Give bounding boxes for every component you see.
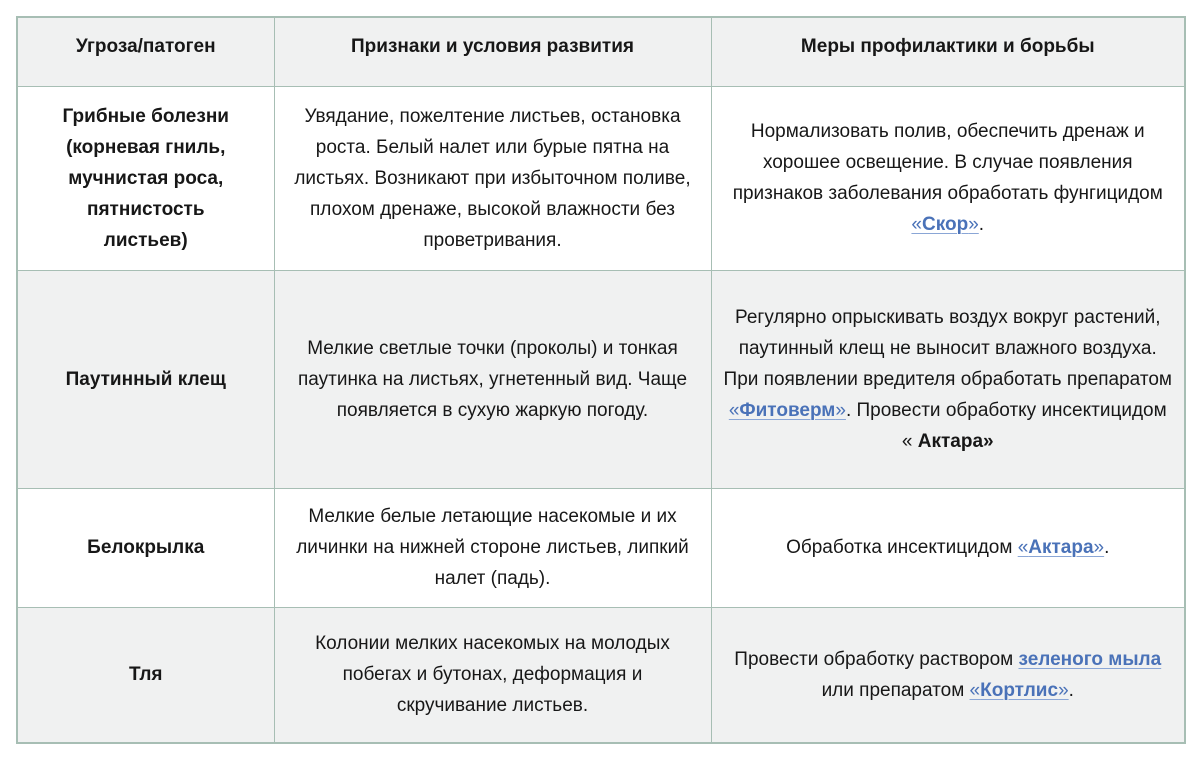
signs-cell	[274, 86, 711, 270]
table-row	[17, 607, 1185, 743]
table-body	[17, 86, 1185, 743]
header-row	[17, 17, 1185, 86]
threat-cell: Паутинный клещ	[17, 270, 274, 488]
signs-cell	[274, 607, 711, 743]
measures-cell	[711, 607, 1185, 743]
signs-cell	[274, 488, 711, 607]
link-text: Актара	[1028, 537, 1094, 558]
text-run: Провести обработку раствором	[734, 648, 1019, 670]
link-text: Фитоверм	[739, 399, 836, 421]
text-run: Регулярно опрыскивать воздух вокруг растений, паутинный клещ не выносит влажного воздуха. При появлении вредителя обработать препаратом	[723, 306, 1172, 390]
table-row	[17, 488, 1185, 607]
measures-cell	[711, 86, 1185, 270]
threat-cell: Белокрылка	[17, 488, 274, 607]
link-skor[interactable]	[911, 214, 978, 235]
link-text: Кортлис	[980, 679, 1059, 701]
text-run: Актара»	[917, 430, 994, 452]
text-run: Нормализовать полив, обеспечить дренаж и хорошее освещение. В случае появления признаков заболевания обработать фунгицидом	[732, 121, 1163, 204]
text-run: . Провести обработку инсектицидом «	[845, 399, 1167, 452]
text-run: или препаратом	[821, 679, 970, 701]
text-run: Обработка инсектицидом	[786, 537, 1018, 558]
table-row	[17, 86, 1185, 270]
header-signs: Признаки и условия развития	[274, 17, 711, 86]
text-run: Увядание, пожелтение листьев, остановка роста. Белый налет или бурые пятна на листьях. Возникают при избыточном поливе, плохом дренаже, высокой влажности без проветривания.	[294, 105, 691, 251]
link-text: «	[911, 214, 922, 235]
header-measures: Меры профилактики и борьбы	[711, 17, 1185, 86]
link-aktara[interactable]	[1018, 537, 1104, 558]
link-fitoverm[interactable]	[729, 400, 846, 421]
text-run: .	[978, 214, 985, 235]
link-text: »	[835, 399, 846, 421]
header-threat: Угроза/патоген	[17, 17, 274, 86]
link-text: «	[969, 679, 981, 701]
link-zelenoe-mylo[interactable]	[1019, 649, 1162, 670]
link-text: «	[1017, 537, 1029, 558]
link-text: »	[1058, 679, 1069, 701]
measures-cell	[711, 488, 1185, 607]
link-text: »	[968, 214, 979, 235]
text-run: Мелкие светлые точки (проколы) и тонкая паутинка на листьях, угнетенный вид. Чаще появляется в сухую жаркую погоду.	[297, 337, 688, 421]
link-kortlis[interactable]	[970, 680, 1069, 701]
text-run: .	[1104, 537, 1110, 558]
threat-cell: Грибные болезни (корневая гниль, мучнистая роса, пятнистость листьев)	[17, 86, 274, 270]
link-text: «	[728, 399, 740, 421]
threats-table	[16, 16, 1186, 744]
link-text: зеленого мыла	[1018, 648, 1162, 670]
text-run: .	[1068, 679, 1074, 701]
link-text: »	[1093, 537, 1105, 558]
text-run: Колонии мелких насекомых на молодых побегах и бутонах, деформация и скручивание листьев.	[315, 633, 670, 717]
text-run: Мелкие белые летающие насекомые и их личинки на нижней стороне листьев, липкий налет (падь).	[296, 506, 689, 589]
signs-cell	[274, 270, 711, 488]
link-text: Скор	[922, 214, 969, 235]
threat-cell: Тля	[17, 607, 274, 743]
table-row	[17, 270, 1185, 488]
measures-cell	[711, 270, 1185, 488]
